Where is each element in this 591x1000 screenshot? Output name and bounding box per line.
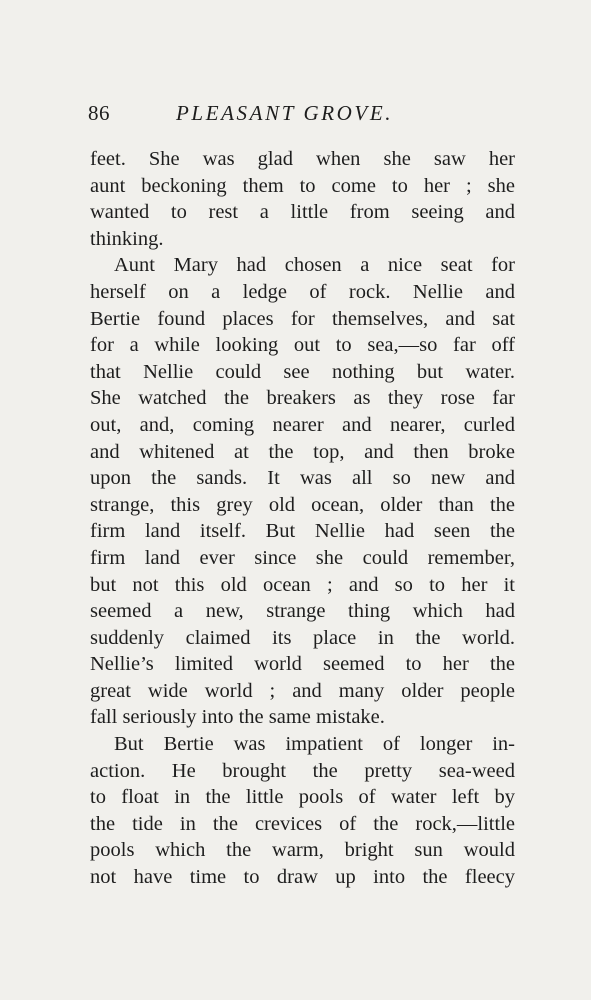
- text-line: thinking.: [90, 227, 164, 250]
- text-line: strange, this grey old ocean, older than the: [90, 493, 515, 516]
- paragraph-2: [90, 252, 515, 731]
- text-line: to float in the little pools of water left by: [90, 786, 515, 809]
- text-line: But Bertie was impatient of longer in-: [114, 733, 515, 756]
- text-line: upon the sands. It was all so new and: [90, 467, 515, 490]
- text-line: wanted to rest a little from seeing and: [90, 201, 515, 224]
- text-line: aunt beckoning them to come to her ; she: [90, 174, 515, 197]
- body-text: [90, 146, 515, 891]
- text-line: feet. She was glad when she saw her: [90, 148, 515, 170]
- paragraph-1: [90, 146, 515, 252]
- text-line: not have time to draw up into the fleecy: [90, 866, 515, 889]
- text-line: but not this old ocean ; and so to her it: [90, 573, 515, 596]
- text-line: the tide in the crevices of the rock,—little: [90, 812, 515, 835]
- text-line: great wide world ; and many older people: [90, 679, 515, 702]
- text-line: that Nellie could see nothing but water.: [90, 360, 515, 383]
- text-line: and whitened at the top, and then broke: [90, 440, 515, 463]
- text-line: pools which the warm, bright sun would: [90, 839, 515, 862]
- text-line: out, and, coming nearer and nearer, curled: [90, 413, 515, 436]
- text-line: fall seriously into the same mistake.: [90, 706, 385, 729]
- paragraph-3: [90, 731, 515, 891]
- text-line: Nellie’s limited world seemed to her the: [90, 653, 515, 676]
- text-line: herself on a ledge of rock. Nellie and: [90, 280, 515, 303]
- page-header: [88, 101, 518, 135]
- text-line: for a while looking out to sea,—so far off: [90, 334, 515, 357]
- text-line: Aunt Mary had chosen a nice seat for: [114, 254, 515, 277]
- text-line: firm land ever since she could remember,: [90, 546, 515, 569]
- page-number: 86: [88, 101, 110, 125]
- text-line: action. He brought the pretty sea-weed: [90, 759, 515, 782]
- text-line: seemed a new, strange thing which had: [90, 600, 515, 623]
- running-head: PLEASANT GROVE.: [176, 101, 394, 125]
- text-line: She watched the breakers as they rose far: [90, 387, 515, 410]
- text-line: Bertie found places for themselves, and sat: [90, 307, 515, 330]
- text-line: firm land itself. But Nellie had seen the: [90, 520, 515, 543]
- text-line: suddenly claimed its place in the world.: [90, 626, 515, 649]
